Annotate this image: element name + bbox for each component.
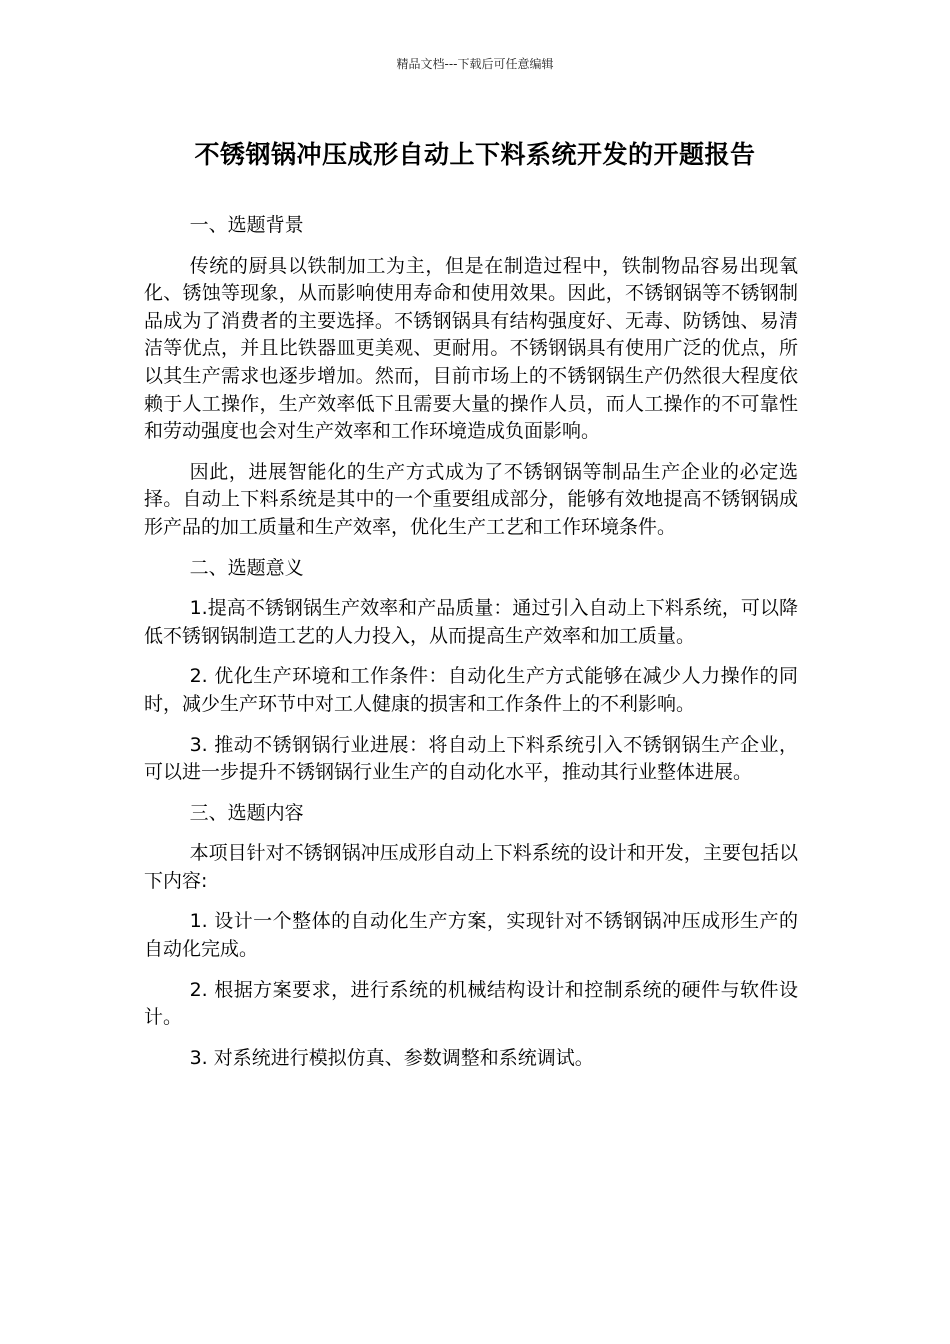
paragraph: 因此，进展智能化的生产方式成为了不锈钢锅等制品生产企业的必定选择。自动上下料系统是其中的一个重要组成部分，能够有效地提高不锈钢锅成形产品的加工质量和生产效率，优化生产工艺和工作环境条件。 — [144, 460, 798, 538]
document-title: 不锈钢锅冲压成形自动上下料系统开发的开题报告 — [194, 140, 756, 169]
section-heading-background: 一、选题背景 — [189, 214, 304, 236]
paragraph: 2. 优化生产环境和工作条件：自动化生产方式能够在减少人力操作的同时，减少生产环节中对工人健康的损害和工作条件上的不利影响。 — [144, 665, 798, 715]
page-header: 精品文档---下载后可任意编辑 — [396, 57, 554, 71]
paragraph: 2. 根据方案要求，进行系统的机械结构设计和控制系统的硬件与软件设计。 — [144, 978, 798, 1029]
section-heading-significance: 二、选题意义 — [189, 556, 304, 579]
section-heading-content: 三、选题内容 — [189, 801, 304, 824]
paragraph: 1. 设计一个整体的自动化生产方案，实现针对不锈钢锅冲压成形生产的自动化完成。 — [144, 910, 798, 961]
paragraph: 传统的厨具以铁制加工为主，但是在制造过程中，铁制物品容易出现氧化、锈蚀等现象，从而影响使用寿命和使用效果。因此，不锈钢锅等不锈钢制品成为了消费者的主要选择。不锈钢锅具有结构强度好、无毒、防锈蚀、易清洁等优点，并且比铁器皿更美观、更耐用。不锈钢锅具有使用广泛的优点，所以其生产需求也逐步增加。然而，目前市场上的不锈钢锅生产仍然很大程度依赖于人工操作，生产效率低下且需要大量的操作人员，而人工操作的不可靠性和劳动强度也会对生产效率和工作环境造成负面影响。 — [144, 254, 798, 443]
paragraph: 3. 推动不锈钢锅行业进展：将自动上下料系统引入不锈钢锅生产企业，可以进一步提升不锈钢锅行业生产的自动化水平，推动其行业整体进展。 — [144, 733, 798, 784]
paragraph: 1.提高不锈钢锅生产效率和产品质量：通过引入自动上下料系统，可以降低不锈钢锅制造工艺的人力投入，从而提高生产效率和加工质量。 — [144, 597, 798, 647]
paragraph: 3. 对系统进行模拟仿真、参数调整和系统调试。 — [189, 1046, 594, 1069]
document-body — [144, 212, 798, 1085]
paragraph: 本项目针对不锈钢锅冲压成形自动上下料系统的设计和开发，主要包括以下内容: — [144, 842, 798, 892]
